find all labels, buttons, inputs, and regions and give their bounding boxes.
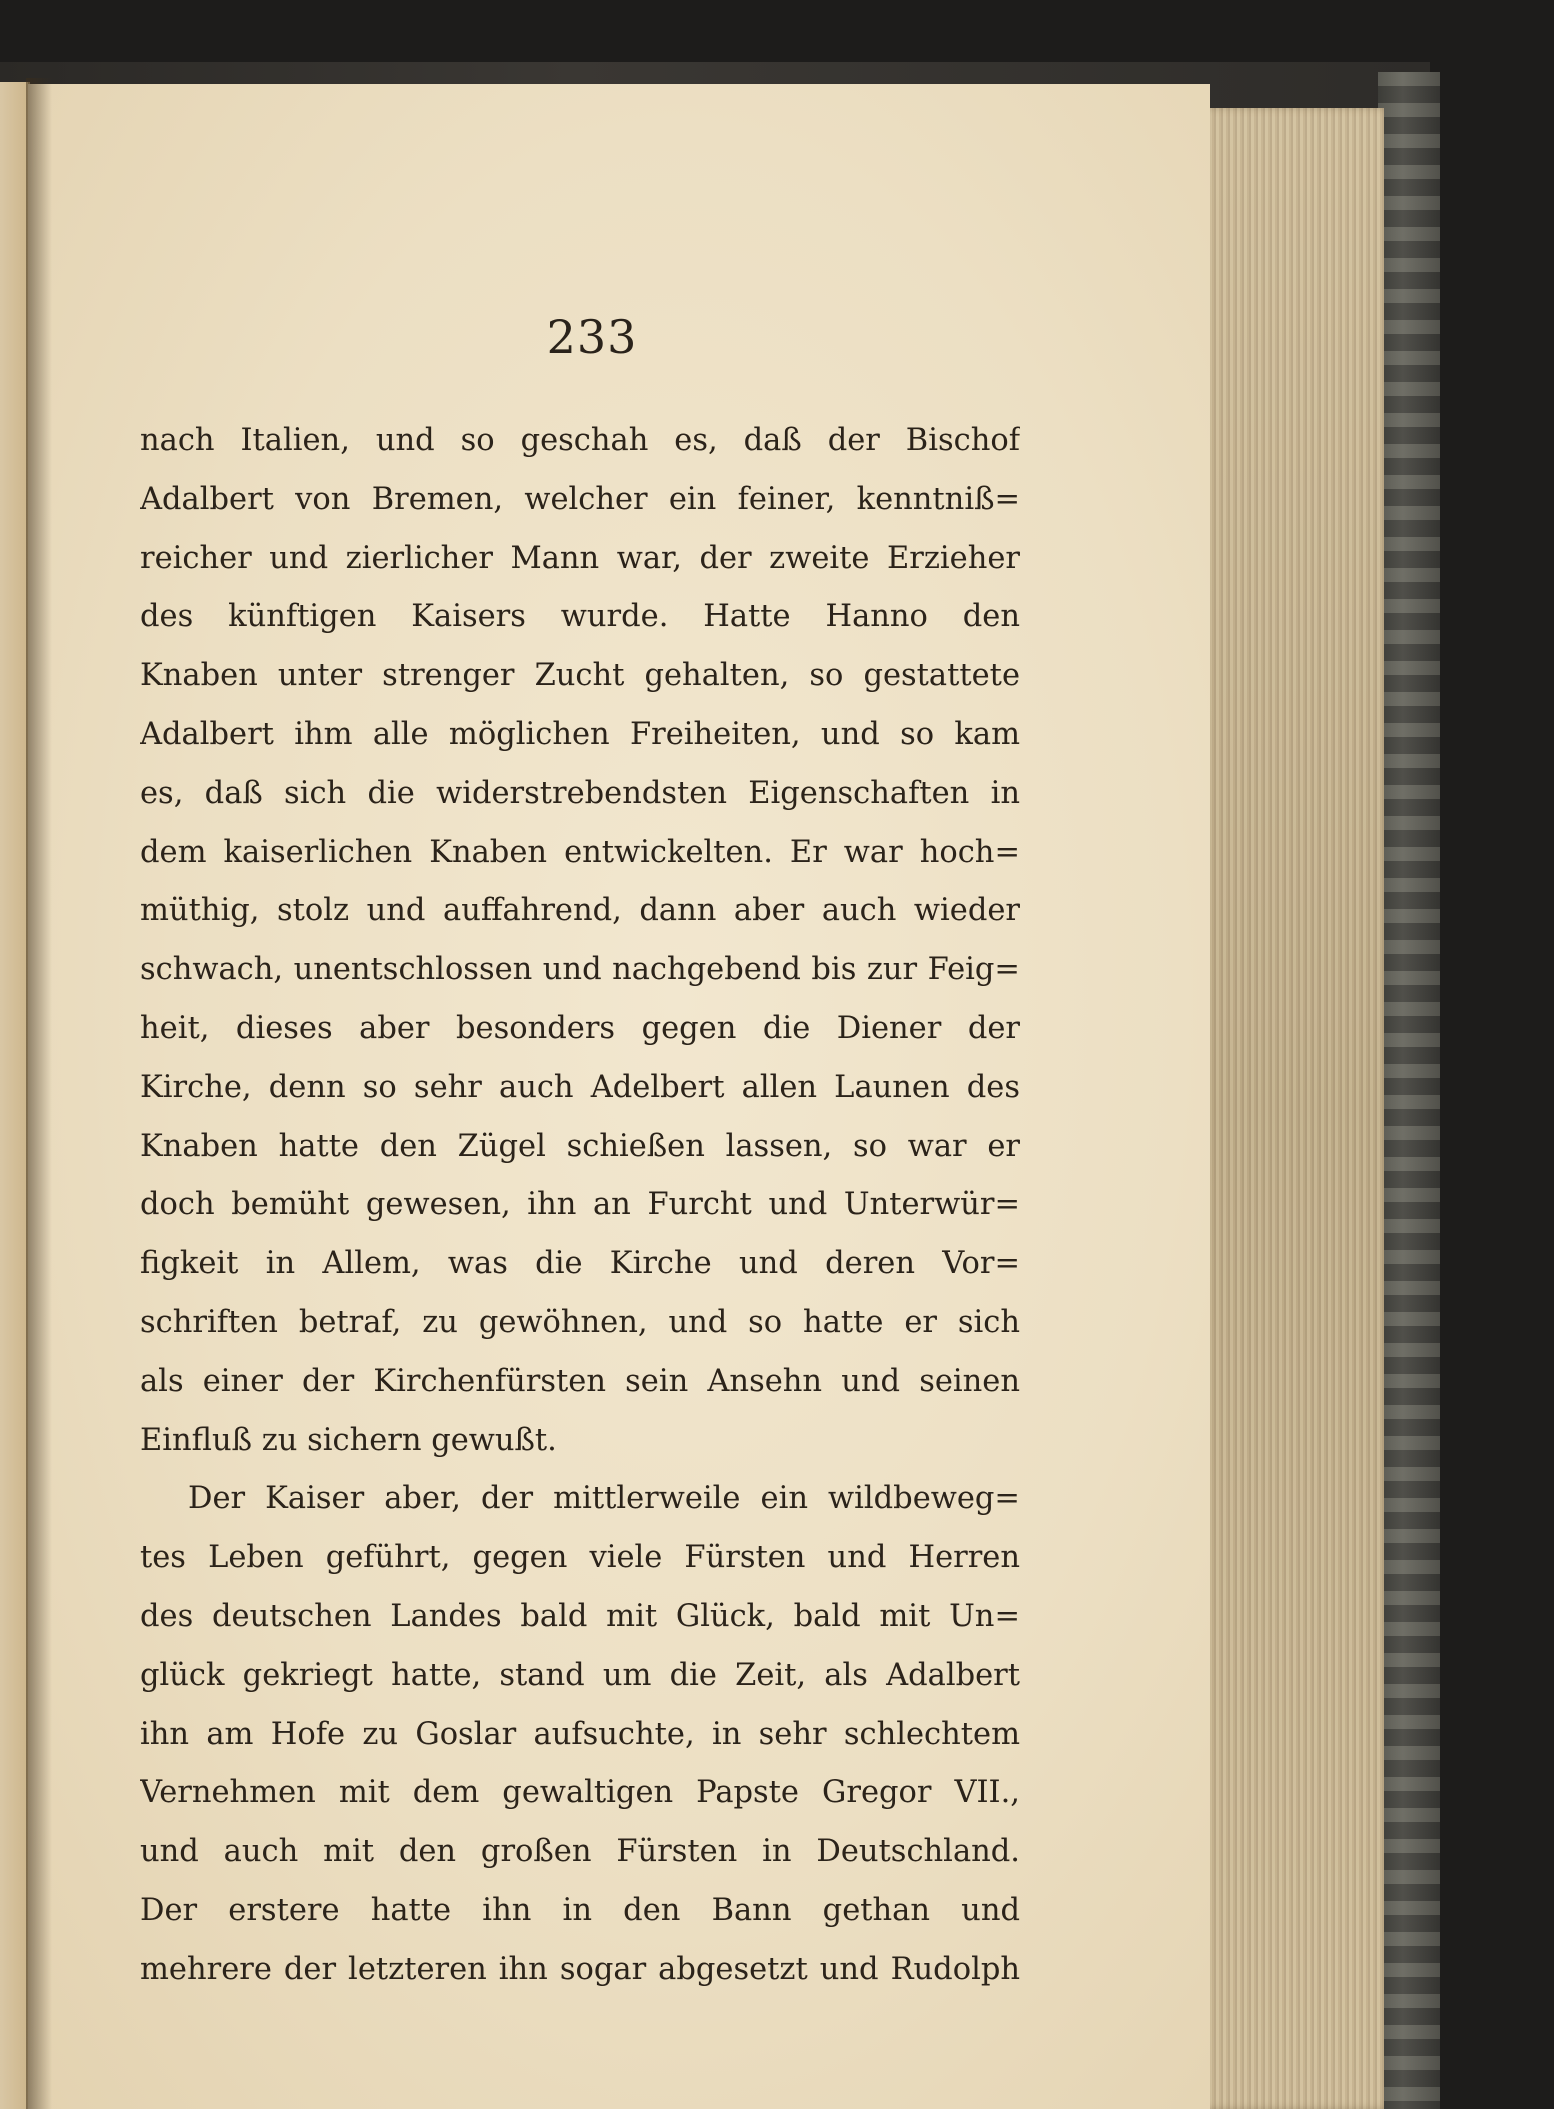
text-line: figkeit in Allem, was die Kirche und deren Vor= bbox=[140, 1246, 1020, 1282]
text-line: heit, dieses aber besonders gegen die Diener der bbox=[140, 1010, 1020, 1046]
text-line: müthig, stolz und auffahrend, dann aber auch wieder bbox=[140, 893, 1020, 929]
page-number: 233 bbox=[546, 310, 638, 364]
text-line: nach Italien, und so geschah es, daß der Bischof bbox=[140, 423, 1020, 458]
text-line: Kirche, denn so sehr auch Adelbert allen Launen des bbox=[140, 1069, 1020, 1105]
gutter-shadow bbox=[26, 78, 52, 2109]
text-line: ihn am Hofe zu Goslar aufsuchte, in sehr schlechtem bbox=[140, 1716, 1020, 1752]
book-spine-edge bbox=[1378, 72, 1440, 2109]
text-line: reicher und zierlicher Mann war, der zweite Erzieher bbox=[140, 540, 1020, 576]
text-line: mehrere der letzteren ihn sogar abgesetzt und Rudolph bbox=[140, 1951, 1020, 1987]
text-line: glück gekriegt hatte, stand um die Zeit, als Adalbert bbox=[140, 1657, 1020, 1693]
text-line: Der erstere hatte ihn in den Bann gethan und bbox=[140, 1892, 1020, 1928]
body-text bbox=[140, 412, 1020, 2000]
page-block-edge bbox=[1200, 108, 1384, 2109]
text-line: des künftigen Kaisers wurde. Hatte Hanno den bbox=[140, 599, 1020, 635]
text-line: Adalbert von Bremen, welcher ein feiner, kenntniß= bbox=[140, 481, 1020, 517]
text-line: Knaben unter strenger Zucht gehalten, so gestattete bbox=[140, 658, 1020, 694]
text-line: und auch mit den großen Fürsten in Deutschland. bbox=[140, 1834, 1020, 1870]
text-line: Vernehmen mit dem gewaltigen Papste Gregor VII., bbox=[140, 1775, 1020, 1811]
paragraph-start-line: Der Kaiser aber, der mittlerweile ein wildbeweg= bbox=[188, 1481, 1020, 1517]
text-line: des deutschen Landes bald mit Glück, bald mit Un= bbox=[140, 1598, 1020, 1634]
text-line: doch bemüht gewesen, ihn an Furcht und Unterwür= bbox=[140, 1187, 1020, 1223]
text-line: als einer der Kirchenfürsten sein Ansehn und seinen bbox=[140, 1363, 1020, 1399]
paragraph-end-line: Einfluß zu sichern gewußt. bbox=[140, 1422, 557, 1458]
text-line: dem kaiserlichen Knaben entwickelten. Er war hoch= bbox=[140, 834, 1020, 870]
book-page bbox=[28, 84, 1210, 2109]
text-line: Knaben hatte den Zügel schießen lassen, so war er bbox=[140, 1128, 1020, 1164]
text-line: schwach, unentschlossen und nachgebend bis zur Feig= bbox=[140, 952, 1020, 988]
text-line: tes Leben geführt, gegen viele Fürsten und Herren bbox=[140, 1540, 1020, 1576]
text-line: Adalbert ihm alle möglichen Freiheiten, und so kam bbox=[140, 716, 1020, 752]
text-line: es, daß sich die widerstrebendsten Eigenschaften in bbox=[140, 775, 1020, 811]
text-line: schriften betraf, zu gewöhnen, und so hatte er sich bbox=[140, 1304, 1020, 1340]
